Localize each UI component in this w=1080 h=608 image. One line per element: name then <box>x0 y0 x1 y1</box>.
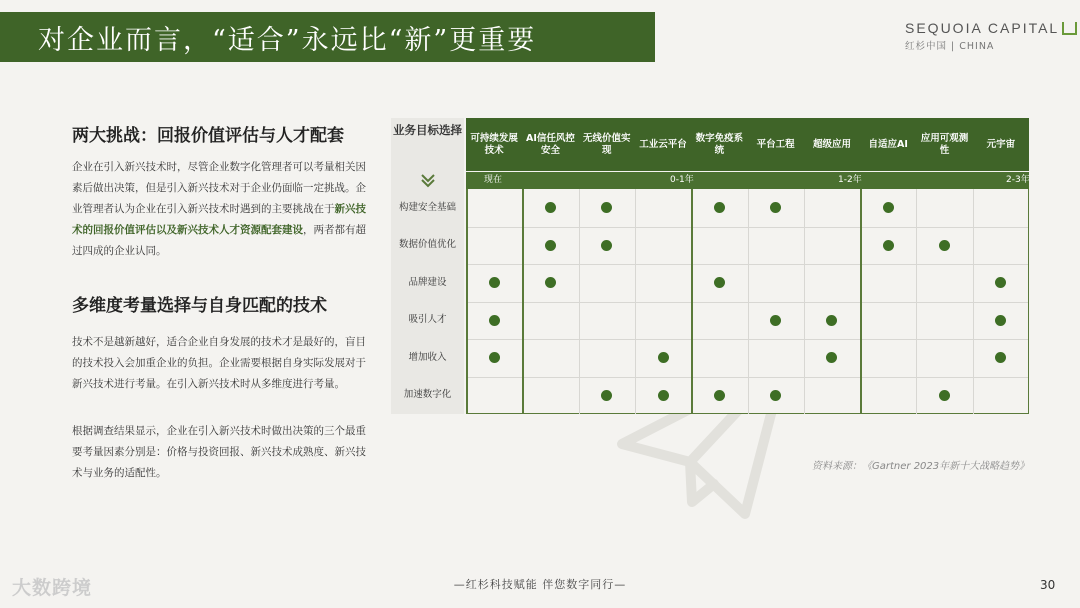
column-header: 应用可观测性 <box>920 132 969 156</box>
title-bar <box>0 12 655 62</box>
column-header: 数字免疫系统 <box>695 132 744 156</box>
match-dot <box>714 202 725 213</box>
timeline-label: 现在 <box>484 175 503 185</box>
match-dot <box>545 277 556 288</box>
column-header: 超级应用 <box>812 138 851 150</box>
watermark-logo: 大数跨境 <box>12 577 93 599</box>
column-header: 工业云平台 <box>639 138 687 150</box>
column-divider <box>522 189 524 414</box>
timeline-label: 2-3年 <box>1006 175 1030 185</box>
match-dot <box>995 352 1006 363</box>
column-divider <box>635 189 636 414</box>
section2-heading: 多维度考量选择与自身匹配的技术 <box>72 296 327 316</box>
row-label: 加速数字化 <box>403 389 452 401</box>
match-dot <box>883 240 894 251</box>
row-label: 品牌建设 <box>408 276 447 288</box>
match-dot <box>826 352 837 363</box>
source-note: 资料来源：《Gartner 2023年新十大战略趋势》 <box>812 461 1030 472</box>
logo-name: SEQUOIA CAPITAL <box>905 20 1060 36</box>
matrix-header <box>466 118 1029 171</box>
row-label: 数据价值优化 <box>398 239 456 251</box>
row-label: 增加收入 <box>408 351 447 363</box>
section1-text-after: ，两者都有超过四成的企业认同。 <box>72 224 366 257</box>
match-dot <box>489 352 500 363</box>
column-header: 可持续发展技术 <box>470 132 518 156</box>
match-dot <box>995 277 1006 288</box>
match-dot <box>489 277 500 288</box>
tech-matrix <box>391 118 1029 414</box>
section2-paragraph-2: 根据调查结果显示，企业在引入新兴技术时做出决策的三个最重要考量因素分别是：价格与投资回报、新兴技术成熟度、新兴技术与业务的适配性。 <box>72 425 366 479</box>
page-title: 对企业而言，“适合”永远比“新”更重要 <box>38 24 537 56</box>
column-divider <box>579 189 580 414</box>
section1-highlight: 新兴技术的回报价值评估以及新兴技术人才资源配套建设 <box>72 203 366 236</box>
column-divider <box>748 189 749 414</box>
column-header: 自适应AI <box>868 138 908 150</box>
match-dot <box>770 315 781 326</box>
match-dot <box>489 315 500 326</box>
matrix-corner-label: 业务目标选择 <box>393 123 462 137</box>
chevron-down-icon <box>420 172 436 188</box>
column-divider <box>691 189 693 414</box>
match-dot <box>601 390 612 401</box>
match-dot <box>826 315 837 326</box>
column-divider <box>466 189 468 414</box>
matrix-grid <box>466 189 1029 414</box>
timeline-label: 1-2年 <box>838 175 862 185</box>
column-divider <box>916 189 917 414</box>
section2-paragraph-1: 技术不是越新越好，适合企业自身发展的技术才是最好的，盲目的技术投入会加重企业的负担。企业需要根据自身实际发展对于新兴技术进行考量。在引入新兴技术时从多维度进行考量。 <box>72 336 366 390</box>
match-dot <box>545 202 556 213</box>
sequoia-logo <box>905 20 1077 52</box>
match-dot <box>883 202 894 213</box>
match-dot <box>714 390 725 401</box>
sequoia-mark-icon <box>1062 22 1077 35</box>
column-header: 元宇宙 <box>986 138 1016 150</box>
match-dot <box>601 240 612 251</box>
match-dot <box>658 352 669 363</box>
logo-sub: 红杉中国 | CHINA <box>905 41 995 52</box>
column-header: AI信任风控安全 <box>526 132 575 156</box>
page-number: 30 <box>1040 578 1056 592</box>
matrix-corner <box>391 118 464 414</box>
match-dot <box>658 390 669 401</box>
section1-text-before: 企业在引入新兴技术时，尽管企业数字化管理者可以考量相关因素后做出决策，但是引入新兴技术对于企业仍面临一定挑战。企业管理者认为企业在引入新兴技术时遇到的主要挑战在于 <box>72 161 366 215</box>
column-divider <box>973 189 974 414</box>
timeline-bar <box>466 172 1029 189</box>
match-dot <box>939 390 950 401</box>
column-header: 平台工程 <box>756 138 795 150</box>
timeline-label: 0-1年 <box>670 175 694 185</box>
match-dot <box>939 240 950 251</box>
column-header: 无线价值实现 <box>582 132 631 156</box>
match-dot <box>770 202 781 213</box>
footer-slogan: —红杉科技赋能 伴您数字同行— <box>453 578 627 591</box>
column-divider <box>1028 189 1030 414</box>
section1-paragraph <box>72 157 374 262</box>
match-dot <box>545 240 556 251</box>
match-dot <box>770 390 781 401</box>
section1-heading: 两大挑战：回报价值评估与人才配套 <box>72 126 344 146</box>
column-divider <box>860 189 862 414</box>
match-dot <box>601 202 612 213</box>
column-divider <box>804 189 805 414</box>
match-dot <box>995 315 1006 326</box>
row-label: 构建安全基础 <box>398 201 456 213</box>
row-label: 吸引人才 <box>408 314 447 326</box>
match-dot <box>714 277 725 288</box>
